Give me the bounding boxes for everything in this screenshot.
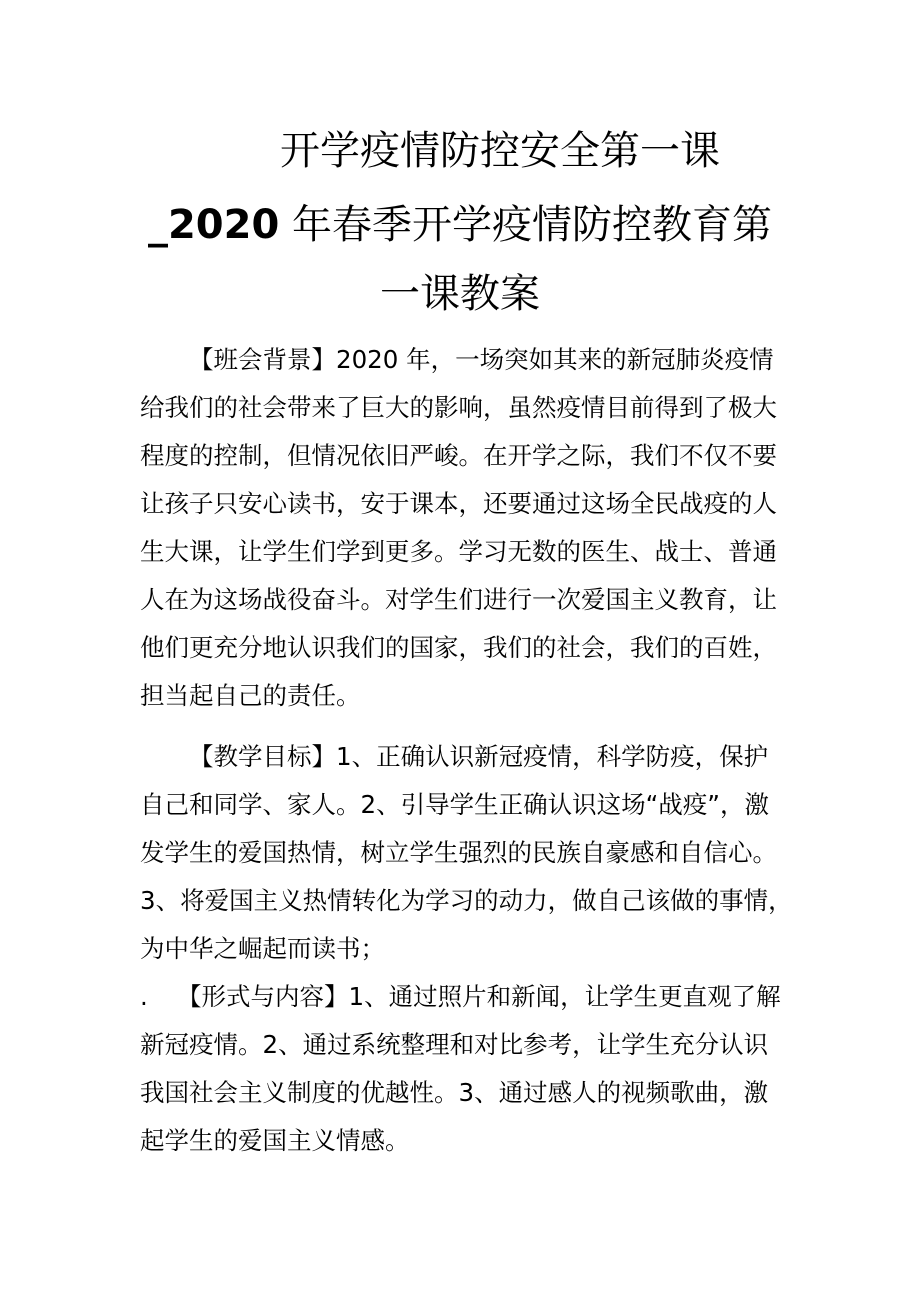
paragraph-line: 为中华之崛起而读书； (140, 934, 385, 963)
paragraph-line: 【班会背景】2020 年，一场突如其来的新冠肺炎疫情 (189, 345, 774, 374)
title-line-3: 一课教案 (380, 271, 540, 317)
title-line-2-number: _2020 (147, 202, 280, 248)
paragraph-line: 程度的控制，但情况依旧严峻。在开学之际，我们不仅不要 (140, 441, 777, 470)
paragraph-line: 【形式与内容】1、通过照片和新闻，让学生更直观了解 (177, 982, 781, 1011)
paragraph-line: 起学生的爱国主义情感。 (140, 1126, 410, 1155)
paragraph-line: 自己和同学、家人。2、引导学生正确认识这场“战疫”，激 (140, 790, 769, 819)
bullet-dot: . (140, 982, 148, 1011)
paragraph-background (140, 336, 800, 720)
paragraph-line: 担当起自己的责任。 (140, 681, 361, 710)
paragraph-line: 发学生的爱国热情，树立学生强烈的民族自豪感和自信心。 (140, 838, 777, 867)
title-line-2-text: 年春季开学疫情防控教育第 (279, 202, 773, 248)
paragraph-line: 我国社会主义制度的优越性。3、通过感人的视频歌曲，激 (140, 1078, 769, 1107)
title-line-1: 开学疫情防控安全第一课 (280, 128, 720, 174)
paragraph-line: 让孩子只安心读书，安于课本，还要通过这场全民战疫的人 (140, 489, 777, 518)
title-line-2 (0, 195, 920, 255)
paragraph-line: 人在为这场战役奋斗。对学生们进行一次爱国主义教育，让 (140, 585, 777, 614)
paragraph-form-content (140, 973, 800, 1165)
paragraph-line: 3、将爱国主义热情转化为学习的动力，做自己该做的事情， (140, 886, 793, 915)
paragraph-line: 生大课，让学生们学到更多。学习无数的医生、战士、普通 (140, 537, 777, 566)
paragraph-line: 他们更充分地认识我们的国家，我们的社会，我们的百姓， (140, 633, 777, 662)
paragraph-line: 【教学目标】1、正确认识新冠疫情，科学防疫，保护 (189, 742, 769, 771)
paragraph-line: 新冠疫情。2、通过系统整理和对比参考，让学生充分认识 (140, 1030, 769, 1059)
paragraph-line: 给我们的社会带来了巨大的影响，虽然疫情目前得到了极大 (140, 393, 777, 422)
paragraph-goals (140, 733, 800, 973)
